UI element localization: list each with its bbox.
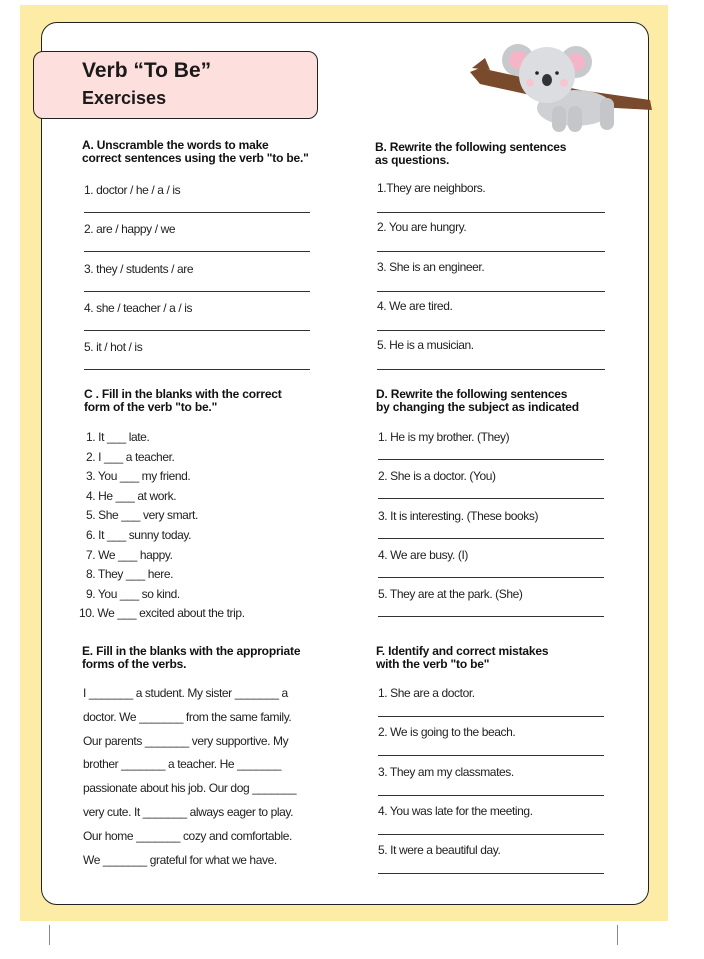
exercise-item: 4. You was late for the meeting.: [378, 803, 533, 818]
exercise-item: 3. You ___ my friend.: [86, 469, 191, 484]
answer-line[interactable]: [378, 795, 604, 796]
exercise-item: 2. You are hungry.: [377, 220, 467, 235]
exercise-item: 1.They are neighbors.: [377, 181, 486, 195]
answer-line[interactable]: [84, 291, 310, 292]
page-subtitle: Exercises: [82, 88, 167, 108]
exercise-item: 3. It is interesting. (These books): [378, 508, 539, 523]
answer-line[interactable]: [378, 498, 604, 499]
exercise-item: 7. We ___ happy.: [86, 547, 173, 562]
section-heading-b: B. Rewrite the following sentences: [375, 140, 567, 154]
exercise-item: 6. It ___ sunny today.: [86, 528, 192, 542]
exercise-item: 1. She are a doctor.: [378, 686, 475, 700]
answer-line[interactable]: [84, 251, 310, 252]
exercise-item: 9. You ___ so kind.: [86, 586, 180, 601]
answer-line[interactable]: [378, 459, 604, 460]
answer-line[interactable]: [378, 834, 604, 835]
exercise-item: 5. it / hot / is: [84, 340, 143, 355]
answer-line[interactable]: [378, 616, 604, 617]
section-heading-c: form of the verb "to be.": [84, 400, 218, 414]
exercise-item: 4. We are busy. (I): [378, 547, 468, 562]
exercise-item: 5. It were a beautiful day.: [378, 843, 501, 858]
section-heading-c: C . Fill in the blanks with the correct: [84, 387, 282, 401]
exercise-item: 3. They am my classmates.: [378, 764, 514, 779]
exercise-item: 4. He ___ at work.: [86, 488, 177, 503]
paragraph-line: Our parents _______ very supportive. My: [83, 733, 289, 748]
answer-line[interactable]: [378, 577, 604, 578]
section-heading-e: E. Fill in the blanks with the appropriate: [82, 644, 301, 658]
exercise-item: 8. They ___ here.: [86, 567, 174, 582]
exercise-item: 2. She is a doctor. (You): [378, 469, 496, 484]
exercise-item: 5. She ___ very smart.: [86, 508, 198, 523]
answer-line[interactable]: [84, 212, 310, 213]
answer-line[interactable]: [377, 330, 605, 331]
answer-line[interactable]: [377, 212, 605, 213]
exercise-item: 3. She is an engineer.: [377, 259, 485, 274]
answer-line[interactable]: [377, 291, 605, 292]
exercise-item: 1. He is my brother. (They): [378, 430, 510, 444]
section-heading-a: correct sentences using the verb "to be.": [82, 151, 309, 165]
exercise-item: 2. We is going to the beach.: [378, 725, 516, 740]
answer-line[interactable]: [378, 873, 604, 874]
paragraph-line: We _______ grateful for what we have.: [83, 852, 277, 867]
paragraph-line: doctor. We _______ from the same family.: [83, 709, 292, 724]
exercise-item: 2. I ___ a teacher.: [86, 449, 175, 464]
paragraph-line: brother _______ a teacher. He _______: [83, 757, 282, 772]
answer-line[interactable]: [378, 538, 604, 539]
exercise-item: 1. doctor / he / a / is: [84, 183, 181, 197]
exercise-item: 5. He is a musician.: [377, 338, 474, 353]
answer-line[interactable]: [378, 755, 604, 756]
paragraph-line: Our home _______ cozy and comfortable.: [83, 828, 292, 843]
crop-mark: [617, 925, 618, 945]
section-heading-d: D. Rewrite the following sentences: [376, 387, 568, 401]
crop-mark: [49, 925, 50, 945]
answer-line[interactable]: [377, 251, 605, 252]
exercise-item: 1. It ___ late.: [86, 430, 150, 444]
exercise-item: 3. they / students / are: [84, 261, 194, 276]
section-heading-e: forms of the verbs.: [82, 657, 187, 671]
paragraph-line: I _______ a student. My sister _______ a: [83, 686, 288, 700]
answer-line[interactable]: [378, 716, 604, 717]
koala-illustration: [460, 40, 660, 135]
page-title: Verb “To Be”: [82, 59, 212, 82]
exercise-item: 2. are / happy / we: [84, 222, 176, 237]
answer-line[interactable]: [377, 369, 605, 370]
paragraph-line: passionate about his job. Our dog _______: [83, 781, 297, 796]
exercise-item: 4. she / teacher / a / is: [84, 300, 193, 315]
section-heading-a: A. Unscramble the words to make: [82, 138, 269, 152]
paragraph-line: very cute. It _______ always eager to play.: [83, 805, 294, 819]
section-heading-d: by changing the subject as indicated: [376, 400, 579, 414]
section-heading-b: as questions.: [375, 153, 450, 167]
exercise-item: 5. They are at the park. (She): [378, 587, 523, 602]
section-heading-f: F. Identify and correct mistakes: [376, 644, 549, 658]
answer-line[interactable]: [84, 330, 310, 331]
exercise-item: 10. We ___ excited about the trip.: [79, 606, 245, 621]
answer-line[interactable]: [84, 369, 310, 370]
section-heading-f: with the verb "to be": [376, 657, 490, 671]
exercise-item: 4. We are tired.: [377, 298, 453, 313]
